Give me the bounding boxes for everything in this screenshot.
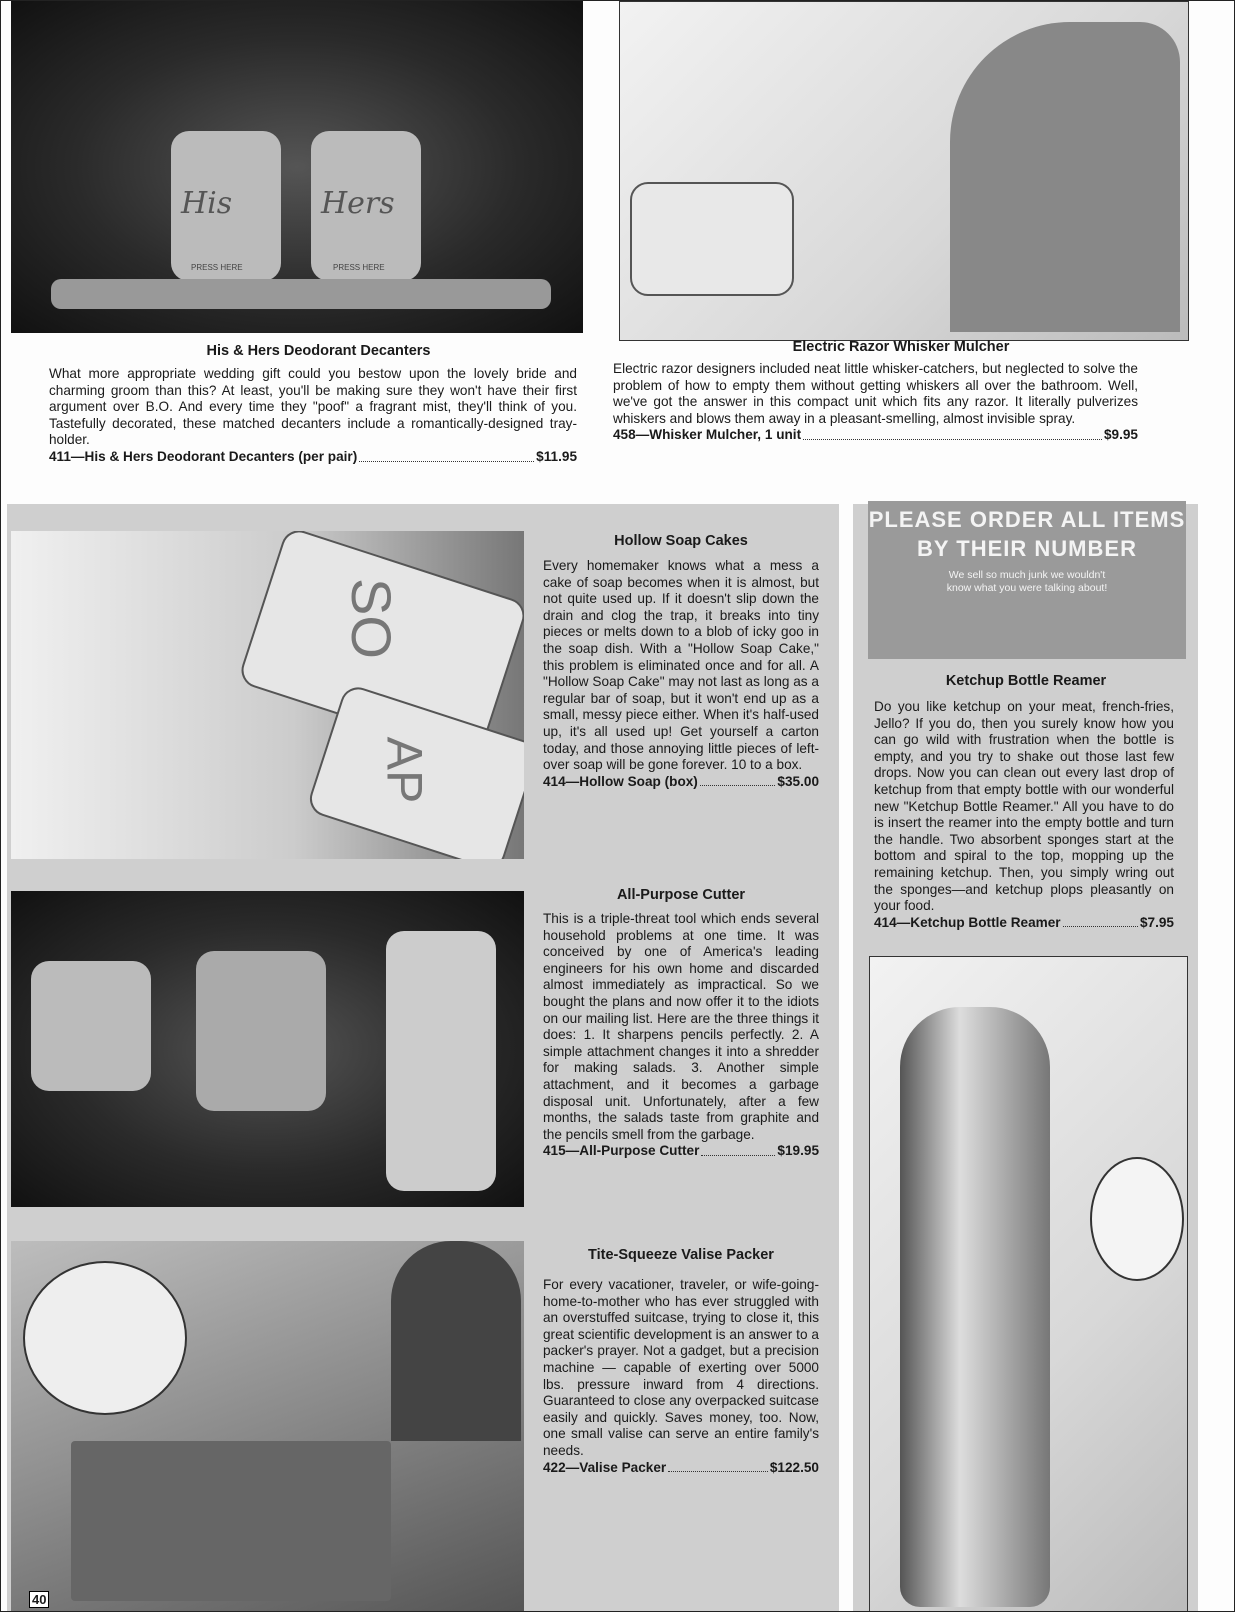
order-line: 458—Whisker Mulcher, 1 unit $9.95 xyxy=(613,427,1138,443)
his-label: His xyxy=(181,186,233,221)
order-by-number-notice xyxy=(868,501,1186,659)
soap-label: AP xyxy=(376,736,433,804)
item-title: Electric Razor Whisker Mulcher xyxy=(792,339,1010,355)
decanters-illustration xyxy=(11,1,583,333)
notice-subtext: We sell so much junk we wouldn't know what you were talking about! xyxy=(946,569,1108,594)
item-description: This is a triple-threat tool which ends several household problems at one time. It was conceived by one of America's leading engineers for his own home and discarded almost immediately as impractical. So we bought the plans and now offer it to the idiots on our mailing list. Here are the three things it does: 1. It sharpens pencils perfectly. 2. A simple attachment changes it into a shredder for making salads. 3. Another simple attachment, and it becomes a garbage disposal unit. Unfortunately, after a few months, the salads taste from graphite and the pencils smell from the garbage. 415—All-Purpose Cutter $19.95 xyxy=(543,911,819,1159)
whisker-mulcher-illustration xyxy=(619,1,1189,341)
order-line: 414—Ketchup Bottle Reamer $7.95 xyxy=(874,914,1174,930)
item-title: Ketchup Bottle Reamer xyxy=(945,673,1107,689)
price: $35.00 xyxy=(777,773,819,789)
soap-label: SO xyxy=(339,578,403,659)
item-description: For every vacationer, traveler, or wife-going-home-to-mother who has ever struggled with an overstuffed suitcase, trying to close it, this great scientific development is an answer to a packer's prayer. Not a gadget, but a precision machine — capable of exerting over 5000 lbs. pressure inward from 4 directions. Guaranteed to close any overpacked suitcase easily and quickly. Saves money, too. Now, one small valise can serve an entire family's needs. 422—Valise Packer $122.50 xyxy=(543,1277,819,1475)
price: $122.50 xyxy=(769,1459,819,1475)
ketchup-reamer-illustration xyxy=(869,956,1188,1612)
soap-cakes-illustration xyxy=(11,531,524,859)
notice-heading: PLEASE ORDER ALL ITEMS BY THEIR NUMBER xyxy=(868,507,1186,561)
order-line: 411—His & Hers Deodorant Decanters (per pair) $11.95 xyxy=(49,448,577,464)
valise-packer-illustration xyxy=(11,1241,524,1612)
hers-label: Hers xyxy=(321,186,395,221)
order-line: 415—All-Purpose Cutter $19.95 xyxy=(543,1143,819,1159)
price: $7.95 xyxy=(1139,914,1174,930)
item-description: Electric razor designers included neat little whisker-catchers, but neglected to solve the problem of how to empty them without getting whiskers all over the bathroom. Well, we've got the answer in this compact unit which fits any razor. It literally pulverizes whiskers and blows them away in a pleasant-smelling, almost invisible spray. 458—Whisker Mulcher, 1 unit $9.95 xyxy=(613,361,1138,443)
press-here-label: PRESS HERE xyxy=(333,263,385,272)
item-title: Tite-Squeeze Valise Packer xyxy=(588,1247,774,1263)
item-title: His & Hers Deodorant Decanters xyxy=(206,343,431,359)
item-title: All-Purpose Cutter xyxy=(616,887,746,903)
price: $19.95 xyxy=(777,1143,819,1159)
press-here-label: PRESS HERE xyxy=(191,263,243,272)
price: $11.95 xyxy=(536,448,577,464)
all-purpose-cutter-illustration xyxy=(11,891,524,1207)
item-title: Hollow Soap Cakes xyxy=(614,533,748,549)
item-description: What more appropriate wedding gift could you bestow upon the lovely bride and charming groom than this? At least, you'll be making sure they won't have their first argument over B.O. And every time they "poof" a fragrant mist, they'll think of you. Tastefully decorated, these matched decanters include a romantically-designed tray-holder. 411—His & Hers Deodorant Decanters (per pair) $11.95 xyxy=(49,366,577,464)
page-number: 40 xyxy=(29,1591,49,1608)
order-line: 422—Valise Packer $122.50 xyxy=(543,1459,819,1475)
item-description: Every homemaker knows what a mess a cake of soap becomes when it is almost, but not quite used up. If it doesn't slip down the drain and clog the trap, it breaks into tiny pieces or melts down to a blob of icky goo in the soap dish. With a "Hollow Soap Cake," this problem is eliminated once and for all. A "Hollow Soap Cake" may not last as long as a regular bar of soap, but it won't end up as a small, messy piece either. When it's half-used up, it's all used up! Get yourself a carton today, and those annoying little pieces of left-over soap will be gone forever. 10 to a box. 414—Hollow Soap (box) $35.00 xyxy=(543,558,819,789)
order-line: 414—Hollow Soap (box) $35.00 xyxy=(543,773,819,789)
price: $9.95 xyxy=(1103,427,1138,443)
item-description: Do you like ketchup on your meat, french-fries, Jello? If you do, then you surely know how you can go wild with frustration when the bottle is empty, and you try to shake out those last few drops. Now you can clean out every last drop of ketchup from that empty bottle with our wonderful new "Ketchup Bottle Reamer." All you have to do is insert the reamer into the empty bottle and turn the handle. Two absorbent sponges start at the bottom and spiral to the top, mopping up the remaining ketchup. Then, you simply wring out the sponges—and ketchup plops pleasantly on your food. 414—Ketchup Bottle Reamer $7.95 xyxy=(874,699,1174,930)
